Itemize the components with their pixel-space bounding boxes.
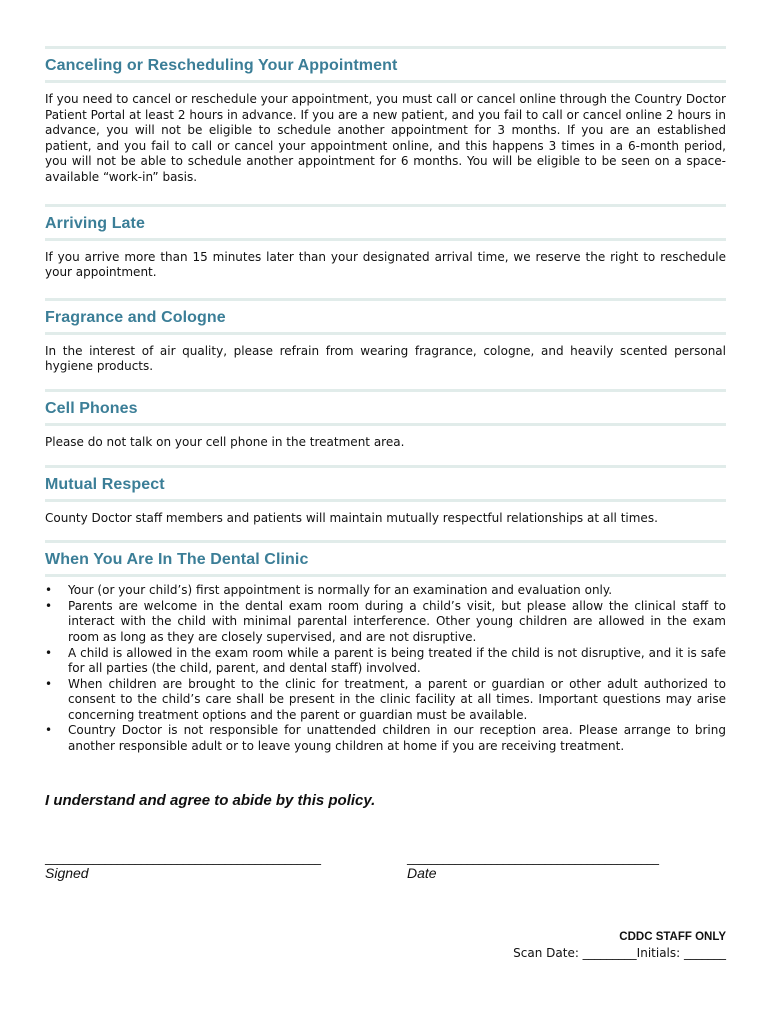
signed-label: Signed bbox=[45, 865, 89, 881]
section-title: Canceling or Rescheduling Your Appointment bbox=[45, 57, 398, 74]
section-dental-clinic bbox=[45, 540, 726, 755]
section-text: If you need to cancel or reschedule your appointment, you must call or cancel online through the Country Doctor Patient Portal at least 2 hours in advance. If you are a new patient, and you fail to call or cancel online 2 hours in advance, you will not be eligible to schedule another appointment for 3 months. If you are an established patient, and you fail to call or cancel your appointment online, and this happens 3 times in a 6-month period, you will not be able to schedule another appointment for 6 months. You will be eligible to be seen on a space-available “work-in” basis. bbox=[45, 92, 726, 184]
section-text: Please do not talk on your cell phone in the treatment area. bbox=[45, 434, 405, 449]
section-text: County Doctor staff members and patients will maintain mutually respectful relationships at all times. bbox=[45, 510, 658, 525]
list-item-text: Country Doctor is not responsible for unattended children in our reception area. Please arrange to bring another responsible adult or to leave young children at home if you are receiving treatment. bbox=[68, 723, 726, 754]
agreement-statement: I understand and agree to abide by this policy. bbox=[45, 792, 376, 809]
list-item bbox=[45, 646, 726, 677]
date-label: Date bbox=[407, 865, 437, 881]
list-item bbox=[45, 677, 726, 724]
section-fragrance bbox=[45, 298, 726, 389]
date-line[interactable]: __________________________________________ bbox=[407, 851, 659, 865]
section-mutual-respect bbox=[45, 465, 726, 541]
dental-clinic-list bbox=[45, 577, 726, 755]
section-title: When You Are In The Dental Clinic bbox=[45, 551, 309, 569]
scan-date-initials: Scan Date: _________Initials: _______ bbox=[513, 946, 726, 960]
section-title: Arriving Late bbox=[45, 214, 145, 232]
list-item-text: Parents are welcome in the dental exam room during a child’s visit, but please allow the clinical staff to interact with the child with minimal parental interference. Other young children are allowed in the exam room as long as they are closely supervised, and are not disruptive. bbox=[68, 598, 726, 644]
bullet-icon: • bbox=[45, 723, 53, 738]
section-canceling bbox=[45, 46, 726, 204]
section-title: Cell Phones bbox=[45, 399, 138, 417]
bullet-icon: • bbox=[45, 598, 53, 613]
staff-only-title: CDDC STAFF ONLY bbox=[619, 931, 726, 943]
policy-document bbox=[45, 46, 726, 755]
list-item-text: When children are brought to the clinic for treatment, a parent or guardian or other adult authorized to consent to the child’s care shall be present in the clinic facility at all times. Important questions may arise concerning treatment options and the parent or guardian must be available. bbox=[68, 676, 726, 722]
list-item bbox=[45, 599, 726, 646]
list-item bbox=[45, 723, 726, 754]
list-item bbox=[45, 583, 726, 599]
bullet-icon: • bbox=[45, 583, 53, 598]
section-title: Fragrance and Cologne bbox=[45, 308, 226, 326]
bullet-icon: • bbox=[45, 676, 53, 691]
section-title: Mutual Respect bbox=[45, 475, 165, 493]
list-item-text: Your (or your child’s) first appointment is normally for an examination and evaluation only. bbox=[68, 583, 613, 598]
bullet-icon: • bbox=[45, 645, 53, 660]
signature-line[interactable]: ______________________________________________ bbox=[45, 851, 321, 865]
section-cell-phones bbox=[45, 389, 726, 465]
section-arriving-late bbox=[45, 204, 726, 298]
list-item-text: A child is allowed in the exam room while a parent is being treated if the child is not disruptive, and it is safe for all parties (the child, parent, and dental staff) involved. bbox=[68, 645, 726, 676]
section-text: If you arrive more than 15 minutes later than your designated arrival time, we reserve the right to reschedule your appointment. bbox=[45, 249, 726, 280]
section-text: In the interest of air quality, please refrain from wearing fragrance, cologne, and heavily scented personal hygiene products. bbox=[45, 343, 726, 374]
